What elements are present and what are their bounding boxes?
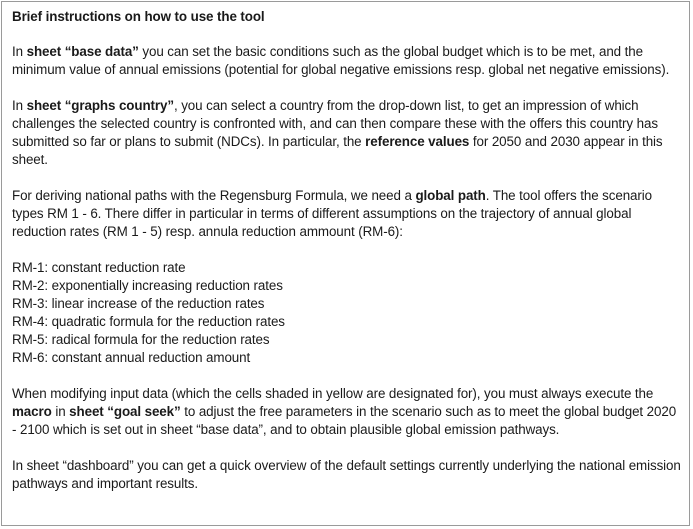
reference-values-term: reference values	[365, 134, 470, 149]
paragraph-graphs-country: In sheet “graphs country”, you can select a country from the drop-down list, to get an impression of which challenges the selected country is confronted with, and can then compare these with the offers this country has submitted so far or plans to submit (NDCs). In particular, the reference values for 2050 and 2030 appear in this sheet.	[12, 98, 663, 167]
list-item: RM-6: constant annual reduction amount	[12, 350, 251, 365]
list-item: RM-3: linear increase of the reduction rates	[12, 296, 265, 311]
sheet-graphs-country-ref: sheet “graphs country”	[26, 98, 174, 113]
paragraph-base-data: In sheet “base data” you can set the basic conditions such as the global budget which is to be met, and the minimum value of annual emissions (potential for global negative emissions resp. global net negative emissions).	[12, 44, 670, 77]
instructions-content	[12, 8, 681, 511]
sheet-base-data-ref: sheet “base data”	[26, 44, 139, 59]
paragraph-goal-seek: When modifying input data (which the cells shaded in yellow are designated for), you must always execute the macro in sheet “goal seek” to adjust the free parameters in the scenario such as to meet the global budget 2020 - 2100 which is set out in sheet “base data”, and to obtain plausible global emission pathways.	[12, 386, 677, 437]
list-item: RM-5: radical formula for the reduction rates	[12, 332, 270, 347]
sheet-goal-seek-ref: sheet “goal seek”	[69, 404, 181, 419]
instructions-title: Brief instructions on how to use the tool	[12, 9, 265, 24]
text-box	[1, 1, 690, 526]
list-item: RM-1: constant reduction rate	[12, 260, 186, 275]
scenario-type-list	[12, 259, 681, 367]
paragraph-dashboard: In sheet “dashboard” you can get a quick overview of the default settings currently underlying the national emission pathways and important results.	[12, 458, 681, 491]
list-item: RM-4: quadratic formula for the reduction rates	[12, 314, 285, 329]
macro-term: macro	[12, 404, 52, 419]
global-path-term: global path	[415, 188, 486, 203]
paragraph-global-path: For deriving national paths with the Regensburg Formula, we need a global path. The tool offers the scenario types RM 1 - 6. There differ in particular in terms of different assumptions on the trajectory of annual global reduction rates (RM 1 - 5) resp. annula reduction ammount (RM-6):	[12, 188, 652, 239]
list-item: RM-2: exponentially increasing reduction rates	[12, 278, 283, 293]
